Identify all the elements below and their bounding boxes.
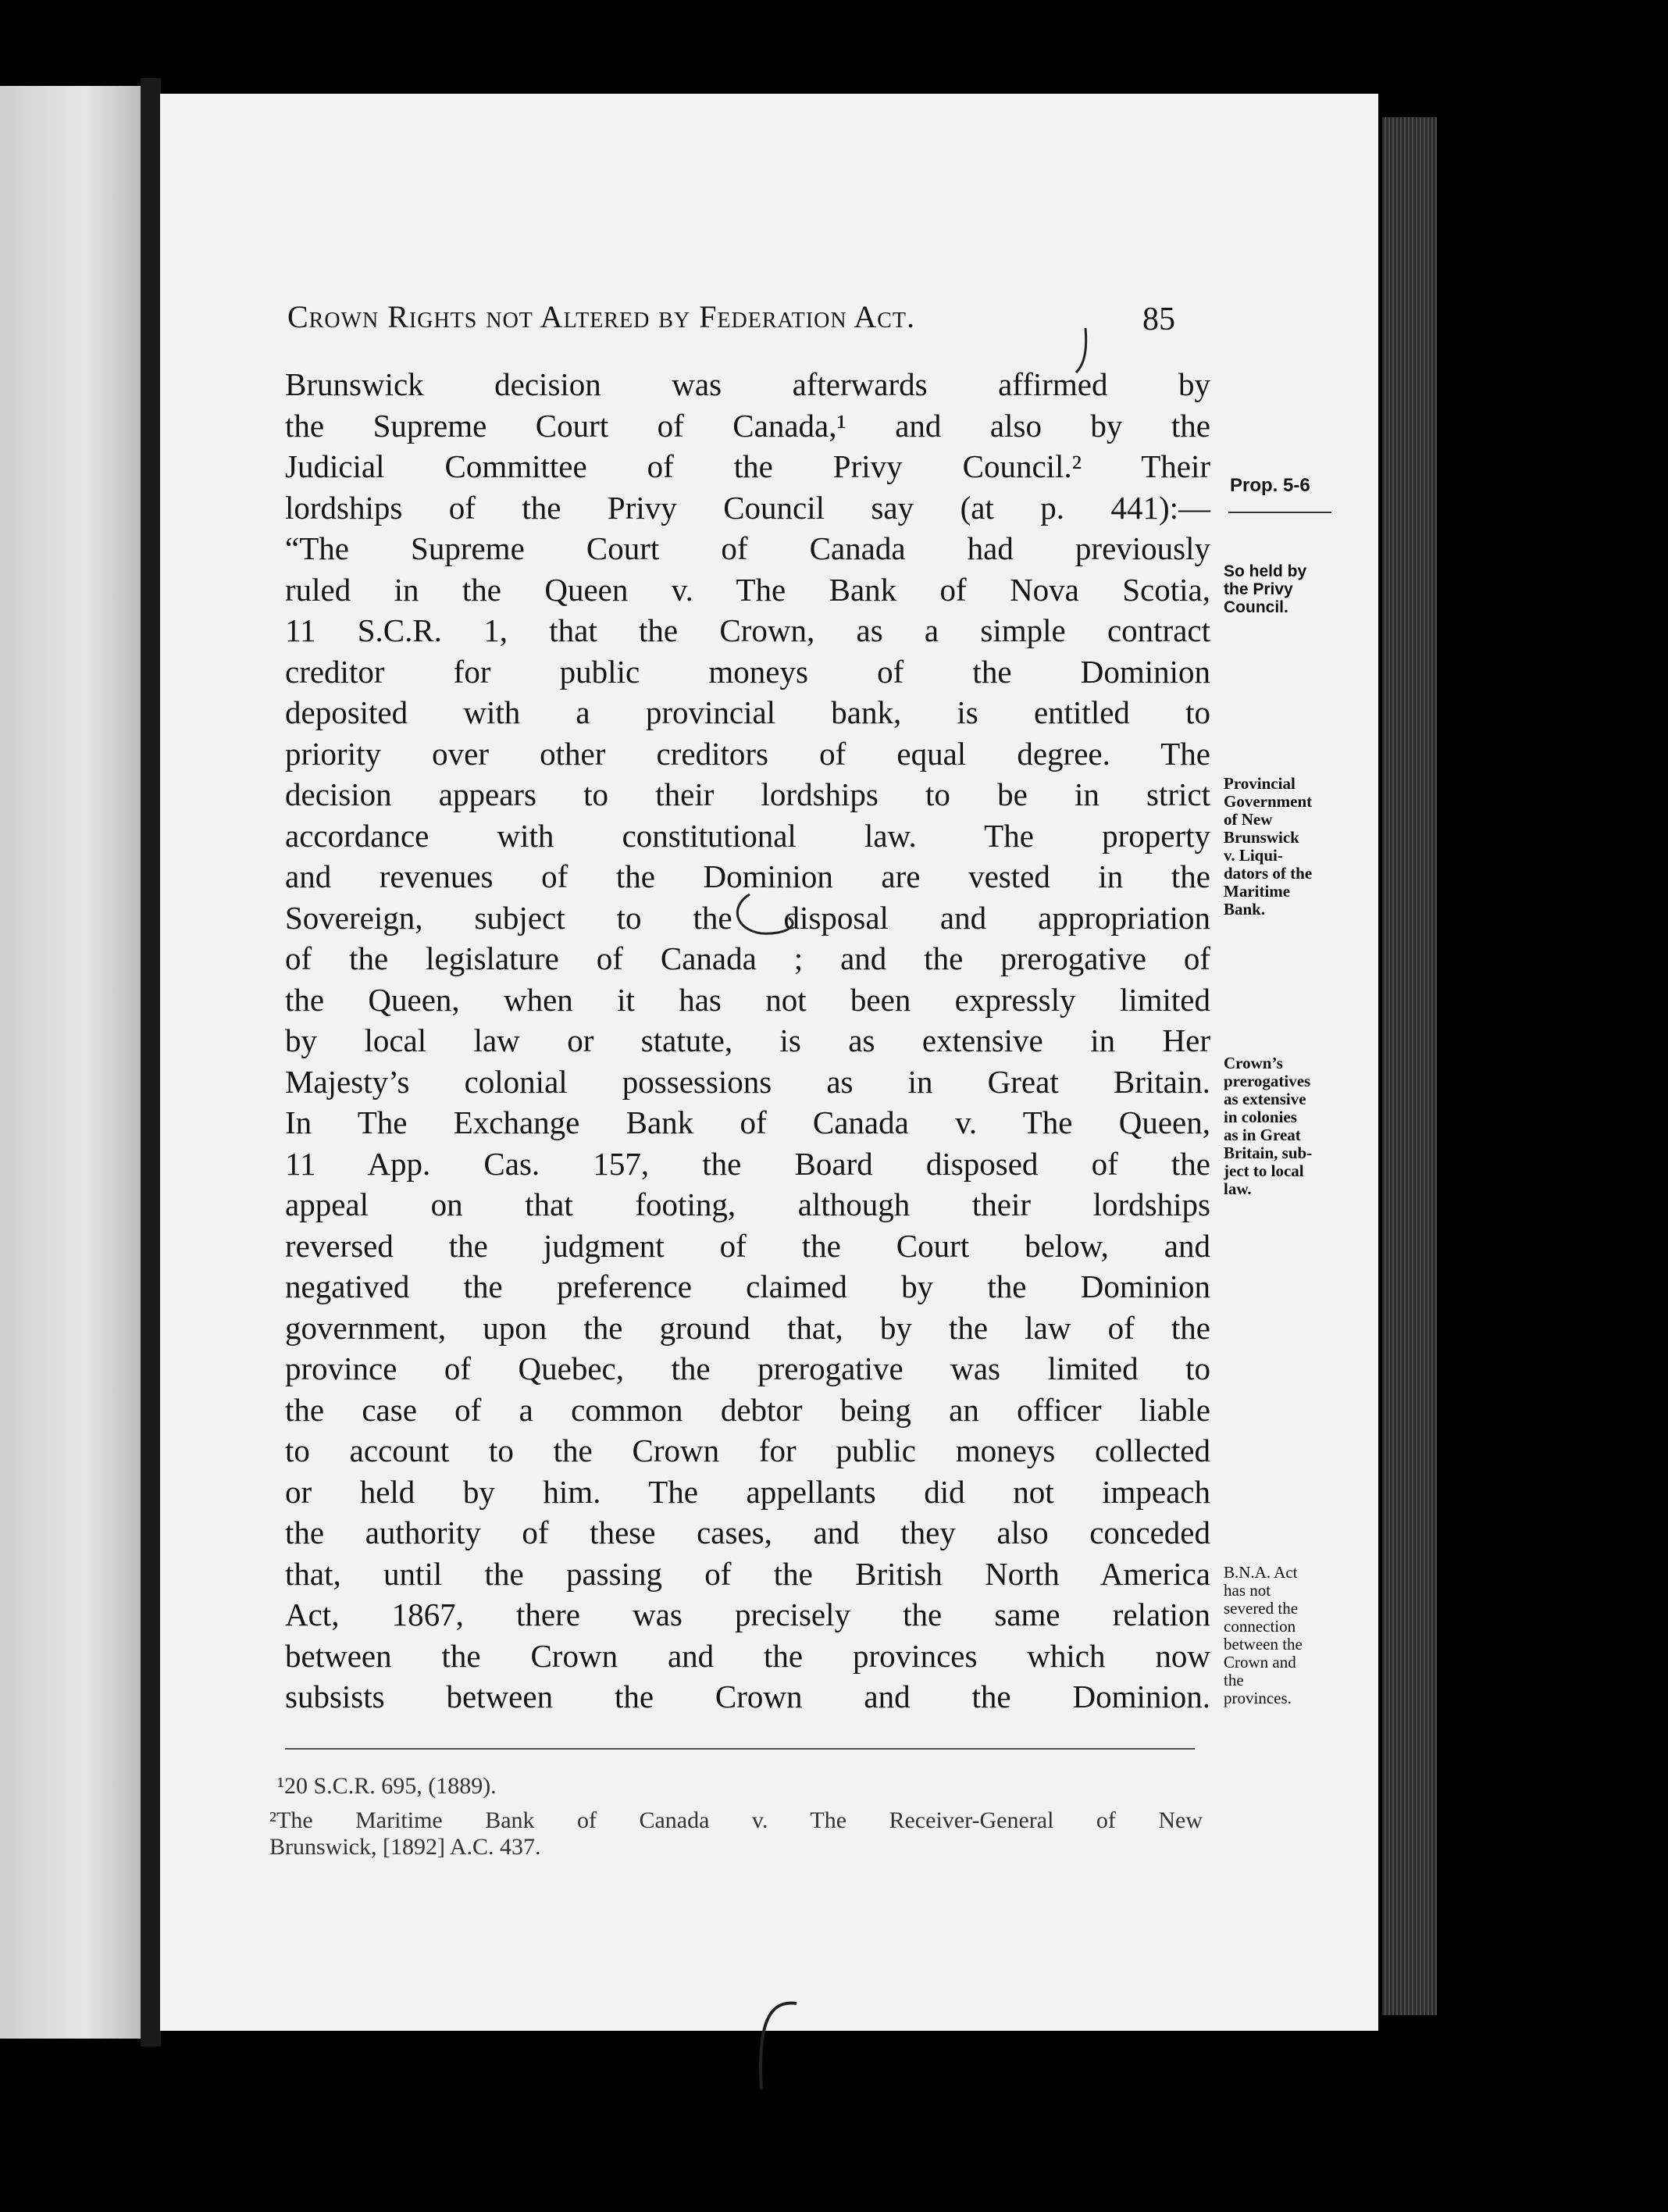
text-line: accordance with constitutional law. The property — [285, 817, 1210, 854]
previous-page-edge — [0, 86, 141, 2039]
proposition-label: Prop. 5-6 — [1230, 475, 1310, 496]
text-line: 11 App. Cas. 157, the Board disposed of the — [285, 1145, 1210, 1182]
marginal-note-crowns-prerogatives: Crown’s prerogatives as extensive in colonies as in Great Britain, sub- ject to local law. — [1224, 1054, 1313, 1198]
text-line: deposited with a provincial bank, is entitled to — [285, 694, 1210, 730]
text-line: the case of a common debtor being an officer liable — [285, 1391, 1210, 1428]
pencil-stroke-mark — [738, 1992, 808, 2101]
running-header: Crown Rights not Altered by Federation Act. — [287, 299, 916, 334]
text-line: negatived the preference claimed by the Dominion — [285, 1268, 1210, 1304]
book-page — [160, 94, 1378, 2031]
book-gutter — [141, 78, 161, 2046]
footnote-1: ¹20 S.C.R. 695, (1889). — [277, 1773, 497, 1799]
text-line: 11 S.C.R. 1, that the Crown, as a simple contract — [285, 612, 1210, 648]
marginal-note-provincial-government: Provincial Government of New Brunswick v. Liqui- dators of the Maritime Bank. — [1224, 774, 1313, 919]
page-number: 85 — [1142, 301, 1175, 337]
text-line: the Supreme Court of Canada,¹ and also by the — [285, 407, 1210, 444]
text-line: reversed the judgment of the Court below, and — [285, 1227, 1210, 1264]
proposition-rule — [1228, 512, 1331, 513]
pencil-circle-mark — [726, 887, 812, 941]
page-stack-edge — [1382, 117, 1437, 2015]
text-line: decision appears to their lordships to be in strict — [285, 776, 1210, 812]
text-line: Judicial Committee of the Privy Council.² Their — [285, 448, 1210, 484]
text-line: Act, 1867, there was precisely the same relation — [285, 1597, 1210, 1632]
text-line: to account to the Crown for public moneys collected — [285, 1432, 1210, 1468]
marginal-note-bna-act: B.N.A. Act has not severed the connection between the Crown and the provinces. — [1224, 1563, 1303, 1707]
text-line: subsists between the Crown and the Dominion. — [285, 1679, 1210, 1714]
text-line: or held by him. The appellants did not impeach — [285, 1473, 1210, 1510]
text-line: of the legislature of Canada ; and the prerogative of — [285, 940, 1210, 976]
text-line: “The Supreme Court of Canada had previously — [285, 530, 1210, 566]
text-line: and revenues of the Dominion are vested in the — [285, 858, 1210, 894]
text-line: lordships of the Privy Council say (at p. 441):— — [285, 489, 1210, 526]
text-line: that, until the passing of the British North America — [285, 1555, 1210, 1592]
footnotes — [269, 1773, 1203, 1868]
text-line: appeal on that footing, although their lordships — [285, 1186, 1210, 1222]
text-line: Majesty’s colonial possessions as in Great Britain. — [285, 1063, 1210, 1100]
text-line: Sovereign, subject to the disposal and appropriation — [285, 899, 1210, 936]
marginal-note-privy-council: So held by the Privy Council. — [1224, 562, 1307, 616]
text-line: government, upon the ground that, by the law of the — [285, 1309, 1210, 1346]
text-line: Brunswick decision was afterwards affirmed by — [285, 366, 1210, 402]
text-line: province of Quebec, the prerogative was limited to — [285, 1350, 1210, 1386]
text-line: creditor for public moneys of the Dominion — [285, 653, 1210, 690]
text-line: between the Crown and the provinces which now — [285, 1637, 1210, 1674]
pencil-mark — [1062, 324, 1109, 387]
text-line: In The Exchange Bank of Canada v. The Queen, — [285, 1104, 1210, 1140]
body-text — [285, 364, 1210, 1718]
footnote-rule — [285, 1748, 1195, 1750]
text-line: ruled in the Queen v. The Bank of Nova Scotia, — [285, 571, 1210, 608]
text-line: priority over other creditors of equal degree. The — [285, 735, 1210, 772]
footnote-2: ²The Maritime Bank of Canada v. The Receiver-General of New Brunswick, [1892] A.C. 437. — [269, 1807, 1203, 1860]
text-line: by local law or statute, is as extensive in Her — [285, 1022, 1210, 1058]
text-line: the authority of these cases, and they also conceded — [285, 1515, 1210, 1550]
text-line: the Queen, when it has not been expressly limited — [285, 981, 1210, 1018]
